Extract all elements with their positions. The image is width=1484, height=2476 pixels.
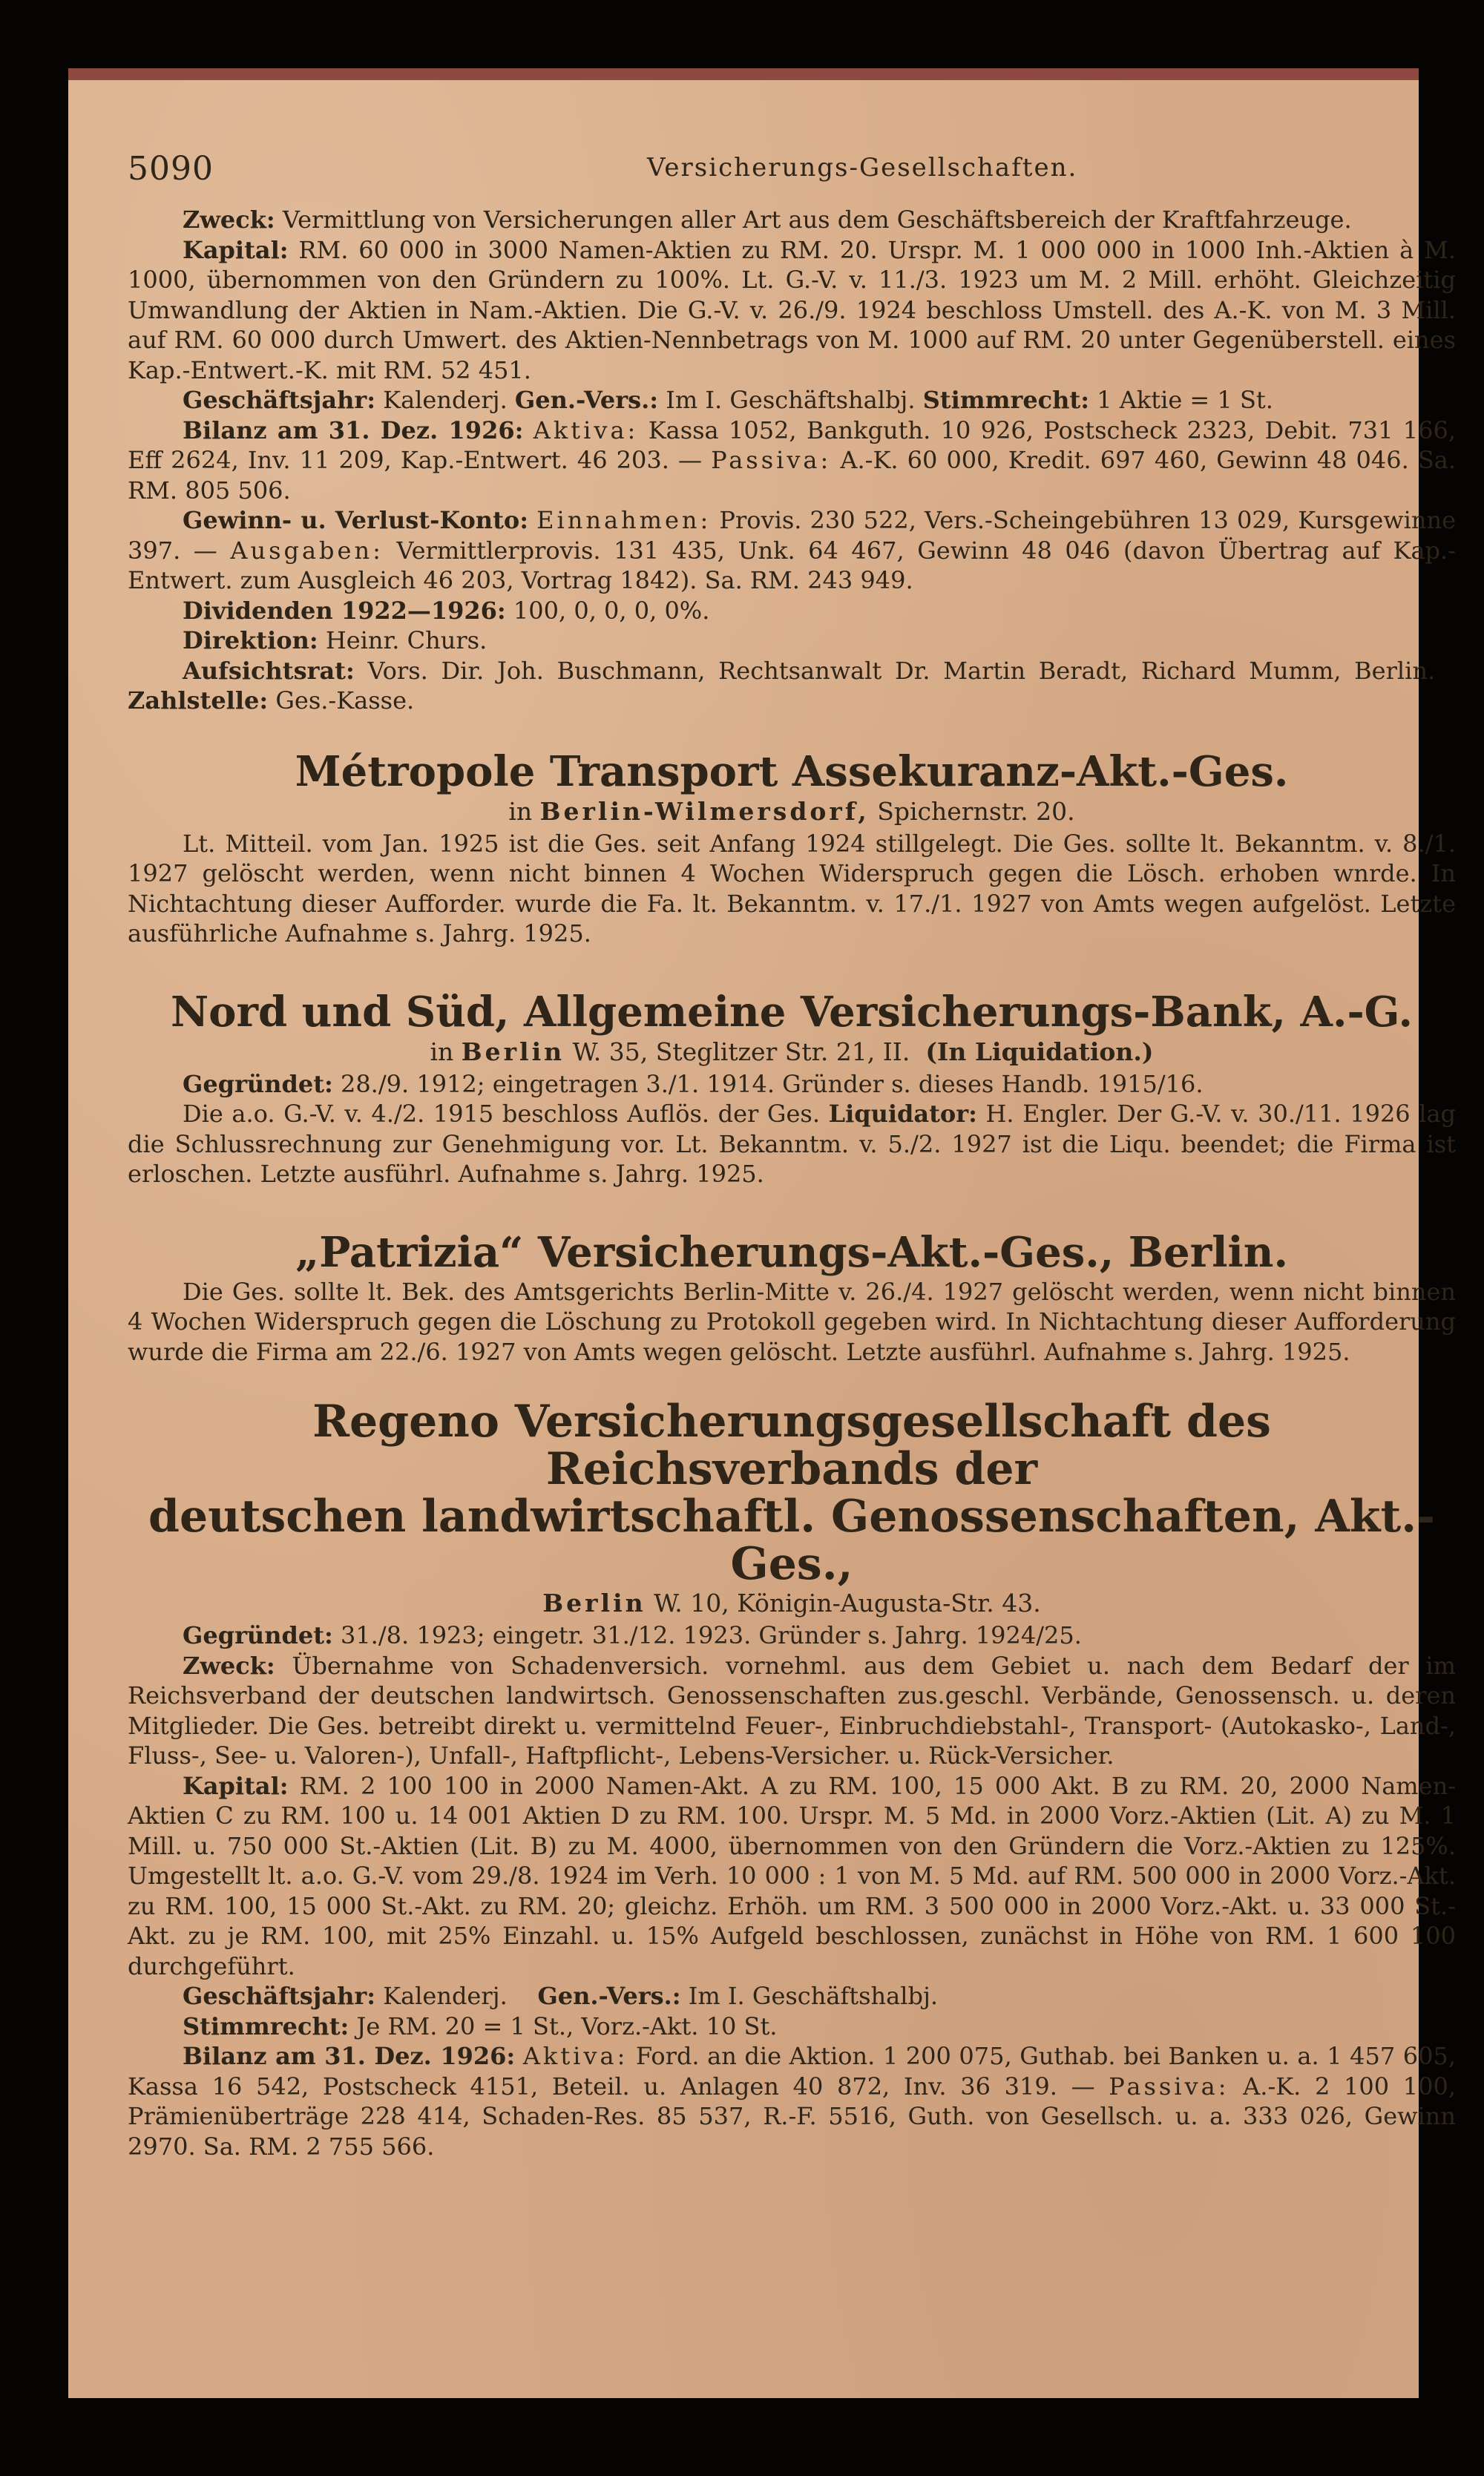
passiva-label: Passiva: (711, 446, 832, 474)
guv-label: Gewinn- u. Verlust-Konto: (183, 506, 529, 534)
gv-text: Im I. Geschäftshalbj. (666, 386, 916, 414)
kapital-text: RM. 2 100 100 in 2000 Namen-Akt. A zu RM. 100, 15 000 Akt. B zu RM. 20, 2000 Namen-Aktien C zu RM. 100 u. 14 001 Aktien D zu RM. 100. Urspr. M. 5 Md. in 2000 Vorz.-Aktien (Lit. A) zu M. 1 Mill. u. 750 000 St.-Aktien (Lit. B) zu M. 4000, übernommen von den Gründern die Vorz.-Aktien zu 125%. Umgestellt lt. a.o. G.-V. vom 29./8. 1924 im Verh. 10 000 : 1 von M. 5 Md. auf RM. 500 000 in 2000 Vorz.-Akt. zu RM. 100, 15 000 St.-Akt. zu RM. 20; gleichz. Erhöh. um RM. 3 500 000 in 2000 Vorz.-Akt. u. 33 000 St.-Akt. zu je RM. 100, mit 25% Einzahl. u. 15% Aufgeld beschlossen, zunächst in Höhe von RM. 1 600 100 durchgeführt. (128, 1771, 1457, 1980)
dividenden-paragraph (128, 596, 1456, 626)
gj-label: Geschäftsjahr: (183, 386, 375, 414)
loc-rest: W. 35, Steglitzer Str. 21, II. (572, 1037, 910, 1066)
stimm-text: 1 Aktie = 1 St. (1097, 386, 1273, 414)
geschaeftsjahr-paragraph (128, 385, 1456, 416)
entry-regeno (128, 1398, 1456, 2161)
document-page (68, 68, 1457, 2398)
ar-label: Aufsichtsrat: (183, 656, 355, 685)
einnahmen-text: Provis. 230 522, Vers.-Scheingebühren 13 029, Kursgewinne 397. — (128, 506, 1457, 565)
bilanz-paragraph (128, 2041, 1456, 2161)
aufsichtsrat-paragraph (128, 656, 1456, 716)
zweck-text: Vermittlung von Versicherungen aller Art aus dem Geschäftsbereich der Kraftfahrzeuge. (282, 206, 1352, 234)
entry-text: Lt. Mitteil. vom Jan. 1925 ist die Ges. seit Anfang 1924 stillgelegt. Die Ges. sollte lt. Bekanntm. v. 8./1. 1927 gelöscht werden, wenn nicht binnen 4 Wochen Widerspruch gegen die Lösch. erhoben wnrde. In Nichtachtung dieser Aufforder. wurde die Fa. lt. Bekanntm. v. 17./1. 1927 von Amts wegen aufgelöst. Letzte ausführliche Aufnahme s. Jahrg. 1925. (128, 829, 1456, 948)
page-number: 5090 (128, 150, 214, 188)
entry-title-line-2: deutschen landwirtschaftl. Genossenschaften, Akt.-Ges., (148, 1491, 1435, 1590)
liquidation-paragraph (128, 1099, 1456, 1189)
bilanz-label: Bilanz am 31. Dez. 1926: (183, 2042, 516, 2070)
aktiva-label: Aktiva: (533, 416, 639, 444)
entry-title: Nord und Süd, Allgemeine Versicherungs-Bank, A.-G. (170, 987, 1414, 1037)
spacer (128, 949, 1456, 988)
einnahmen-label: Einnahmen: (536, 506, 712, 534)
zweck-text: Übernahme von Schadenversich. vornehml. aus dem Gebiet u. nach dem Bedarf der im Reichsverband der deutschen landwirtsch. Genossenschaften zus.geschl. Verbände, Genossensch. u. deren Mitglieder. Die Ges. betreibt direkt u. vermittelnd Feuer-, Einbruchdiebstahl-, Transport- (Autokasko-, Land-, Fluss-, See- u. Valoren-), Unfall-, Haftpflicht-, Lebens-Versicher. u. Rück-Versicher. (128, 1651, 1457, 1770)
entry-location (128, 1037, 1456, 1068)
ar-text: Vors. Dir. Joh. Buschmann, Rechtsanwalt Dr. Martin Beradt, Richard Mumm, Berlin. (367, 656, 1436, 685)
gv-label: Gen.-Vers.: (537, 1982, 681, 2010)
gv-label: Gen.-Vers.: (514, 386, 659, 414)
zweck-label: Zweck: (183, 206, 275, 234)
kapital-paragraph (128, 1771, 1456, 1982)
gj-text: Kalenderj. (383, 1982, 508, 2010)
passiva-text: A.-K. 2 100 100, Prämienüberträge 228 414, Schaden-Res. 85 537, R.-F. 5516, Guth. von Gesellsch. u. a. 333 026, Gewinn 2970. Sa. RM. 2 755 566. (128, 2072, 1457, 2161)
aktiva-label: Aktiva: (522, 2042, 628, 2070)
div-label: Dividenden 1922—1926: (183, 596, 506, 625)
stimm-label: Stimmrecht: (922, 386, 1090, 414)
entry-location (128, 1588, 1456, 1619)
gegruendet-paragraph (128, 1069, 1456, 1100)
entry-continued (128, 205, 1456, 716)
loc-prefix: in (430, 1037, 454, 1066)
stimmrecht-paragraph (128, 2012, 1456, 2042)
kapital-text: RM. 60 000 in 3000 Namen-Aktien zu RM. 20. Urspr. M. 1 000 000 in 1000 Inh.-Aktien à M. 1000, übernommen von den Gründern zu 100%. Lt. G.-V. v. 11./3. 1923 um M. 2 Mill. erhöht. Gleichzeitig Umwandlung der Aktien in Nam.-Aktien. Die G.-V. v. 26./9. 1924 beschloss Umstell. des A.-K. von M. 3 Mill. auf RM. 60 000 durch Umwert. des Aktien-Nennbetrags von M. 1000 auf RM. 20 unter Gegenüberstell. eines Kap.-Entwert.-K. mit RM. 52 451. (128, 235, 1457, 384)
aktiva-text: Kassa 1052, Bankguth. 10 926, Postscheck 2323, Debit. 731 166, Eff 2624, Inv. 11 209, Kap.-Entwert. 46 203. — (128, 416, 1457, 474)
gegr-text: 28./9. 1912; eingetragen 3./1. 1914. Gründer s. dieses Handb. 1915/16. (340, 1069, 1204, 1098)
div-text: 100, 0, 0, 0, 0%. (513, 596, 710, 625)
kapital-label: Kapital: (183, 235, 289, 264)
loc-rest: W. 10, Königin-Augusta-Str. 43. (654, 1589, 1041, 1618)
liq-text-a: Die a.o. G.-V. v. 4./2. 1915 beschloss Auflös. der Ges. (183, 1100, 820, 1128)
zweck-paragraph (128, 205, 1456, 235)
liquidation-status: (In Liquidation.) (925, 1037, 1154, 1066)
loc-prefix: in (508, 796, 533, 826)
entry-metropole (128, 747, 1456, 949)
bilanz-label: Bilanz am 31. Dez. 1926: (183, 416, 524, 444)
stimm-label: Stimmrecht: (183, 2012, 349, 2040)
passiva-text: A.-K. 60 000, Kredit. 697 460, Gewinn 48 046. Sa. RM. 805 506. (128, 446, 1457, 505)
gj-text: Kalenderj. (383, 386, 508, 414)
zweck-paragraph (128, 1651, 1456, 1771)
loc-city: Berlin (461, 1037, 565, 1066)
liquidator-label: Liquidator: (828, 1100, 977, 1128)
stimm-text: Je RM. 20 = 1 St., Vorz.-Akt. 10 St. (356, 2012, 778, 2040)
geschaeftsjahr-paragraph (128, 1981, 1456, 2012)
spacer (128, 1367, 1456, 1398)
entry-title: Métropole Transport Assekuranz-Akt.-Ges. (295, 746, 1289, 796)
gegr-text: 31./8. 1923; eingetr. 31./12. 1923. Gründer s. Jahrg. 1924/25. (340, 1621, 1082, 1649)
entry-nord-und-sued (128, 988, 1456, 1189)
spacer (128, 1189, 1456, 1228)
running-title: Versicherungs-Gesellschaften. (647, 153, 1078, 183)
ausgaben-label: Ausgaben: (230, 536, 384, 565)
gj-label: Geschäftsjahr: (183, 1982, 375, 2010)
zweck-label: Zweck: (183, 1651, 275, 1680)
gegr-label: Gegründet: (183, 1621, 333, 1649)
aktiva-text: Ford. an die Aktion. 1 200 075, Guthab. bei Banken u. a. 1 457 605, Kassa 16 542, Postscheck 4151, Beteil. u. Anlagen 40 872, Inv. 36 319. — (128, 2042, 1457, 2101)
kapital-label: Kapital: (183, 1771, 289, 1800)
bilanz-paragraph (128, 416, 1456, 506)
guv-paragraph (128, 505, 1456, 596)
page-edge-band (68, 68, 1419, 80)
dir-text: Heinr. Churs. (325, 626, 487, 654)
ausgaben-text: Vermittlerprovis. 131 435, Unk. 64 467, Gewinn 48 046 (davon Übertrag auf Kap.-Entwert. zum Ausgleich 46 203, Vortrag 1842). Sa. RM. 243 949. (128, 536, 1457, 594)
text-column (128, 150, 1456, 2161)
entry-title-line-1: Regeno Versicherungsgesellschaft des Reichsverbands der (312, 1396, 1271, 1495)
gv-text: Im I. Geschäftshalbj. (688, 1982, 939, 2010)
running-header (128, 150, 1456, 205)
liq-text-b: H. Engler. Der G.-V. v. 30./11. 1926 lag die Schlussrechnung zur Genehmigung vor. Lt. Bekanntm. v. 5./2. 1927 ist die Liqu. beendet; die Firma ist erloschen. Letzte ausführl. Aufnahme s. Jahrg. 1925. (128, 1100, 1457, 1188)
entry-text: Die Ges. sollte lt. Bek. des Amtsgerichts Berlin-Mitte v. 26./4. 1927 gelöscht werden, wenn nicht binnen 4 Wochen Widerspruch gegen die Löschung zu Protokoll gegeben wird. In Nichtachtung dieser Aufforderung wurde die Firma am 22./6. 1927 von Amts wegen gelöscht. Letzte ausführl. Aufnahme s. Jahrg. 1925. (128, 1277, 1456, 1366)
zahlstelle-label: Zahlstelle: (128, 686, 269, 715)
entry-title: „Patrizia“ Versicherungs-Akt.-Ges., Berlin. (295, 1227, 1288, 1277)
zahlstelle-text: Ges.-Kasse. (275, 686, 415, 715)
kapital-paragraph (128, 235, 1456, 386)
loc-city: Berlin (542, 1589, 646, 1618)
passiva-label: Passiva: (1109, 2072, 1229, 2101)
entry-patrizia (128, 1228, 1456, 1367)
gegr-label: Gegründet: (183, 1069, 333, 1098)
entry-location (128, 796, 1456, 827)
spacer (128, 716, 1456, 747)
loc-rest: Spichernstr. 20. (877, 796, 1075, 826)
direktion-paragraph (128, 625, 1456, 656)
dir-label: Direktion: (183, 626, 318, 654)
gegruendet-paragraph (128, 1620, 1456, 1651)
loc-city: Berlin-Wilmersdorf, (539, 796, 870, 826)
